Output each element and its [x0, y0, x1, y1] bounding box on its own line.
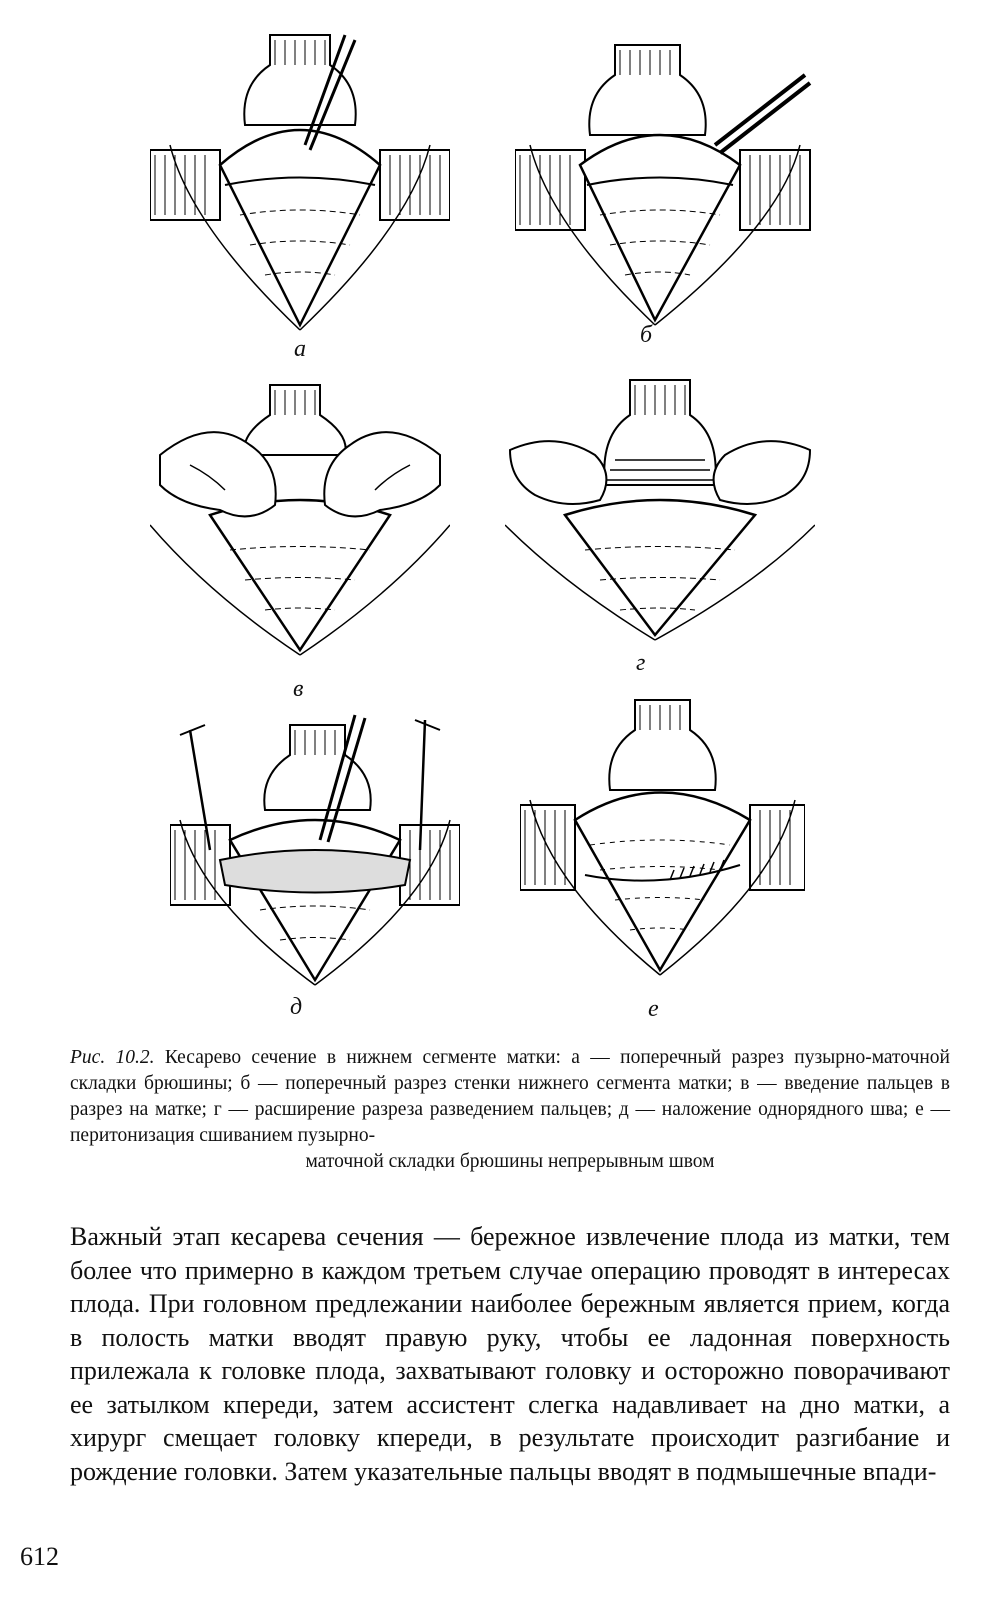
surgery-illustration-e: [520, 695, 805, 980]
panel-d-label: д: [290, 994, 303, 1020]
panel-g: [505, 375, 815, 650]
figure-caption: [70, 1045, 950, 1175]
caption-text: Кесарево сечение в нижнем сегменте матки: а — поперечный разрез пузырно-маточной складки брюшины; б — поперечный разрез стенки нижнего сегмента матки; в — введение пальцев в разрез на матке; г — расширение разреза разведением пальцев; д — наложение однорядного шва; е — перитонизация сшиванием пузырно-: [70, 1047, 950, 1146]
body-paragraph: Важный этап кесарева сечения — бережное извлечение плода из матки, тем более что примерно в каждом третьем случае операцию проводят в интересах плода. При головном предлежании наиболее бережным является прием, когда в полость матки вводят правую руку, чтобы ее ладонная поверхность прилежала к головке плода, захватывают головку и осторожно поворачивают ее затылком кпереди, затем ассистент слегка надавливает на дно матки, а хирург смещает головку кпереди, в результате происходит разгибание и рождение головки. Затем указательные пальцы вводят в подмышечные впади-: [70, 1222, 950, 1486]
panel-b-label: б: [640, 322, 653, 348]
surgery-illustration-g: [505, 375, 815, 650]
panel-v: [150, 375, 450, 665]
surgery-illustration-b: [515, 35, 815, 335]
panel-e: [520, 695, 805, 980]
caption-lead: Рис. 10.2.: [70, 1047, 155, 1068]
panel-a-label: а: [294, 336, 306, 362]
panel-d: [170, 710, 460, 990]
panel-e-label: е: [648, 996, 659, 1022]
caption-last-line: маточной складки брюшины непрерывным швом: [305, 1151, 715, 1172]
surgery-illustration-a: [150, 25, 450, 335]
panel-a: [150, 25, 450, 335]
panel-g-label: г: [636, 650, 646, 676]
surgery-illustration-d: [170, 710, 460, 990]
panel-b: [515, 35, 815, 335]
panel-v-label: в: [293, 676, 304, 702]
surgery-illustration-v: [150, 375, 450, 665]
page-number: 612: [20, 1542, 59, 1571]
